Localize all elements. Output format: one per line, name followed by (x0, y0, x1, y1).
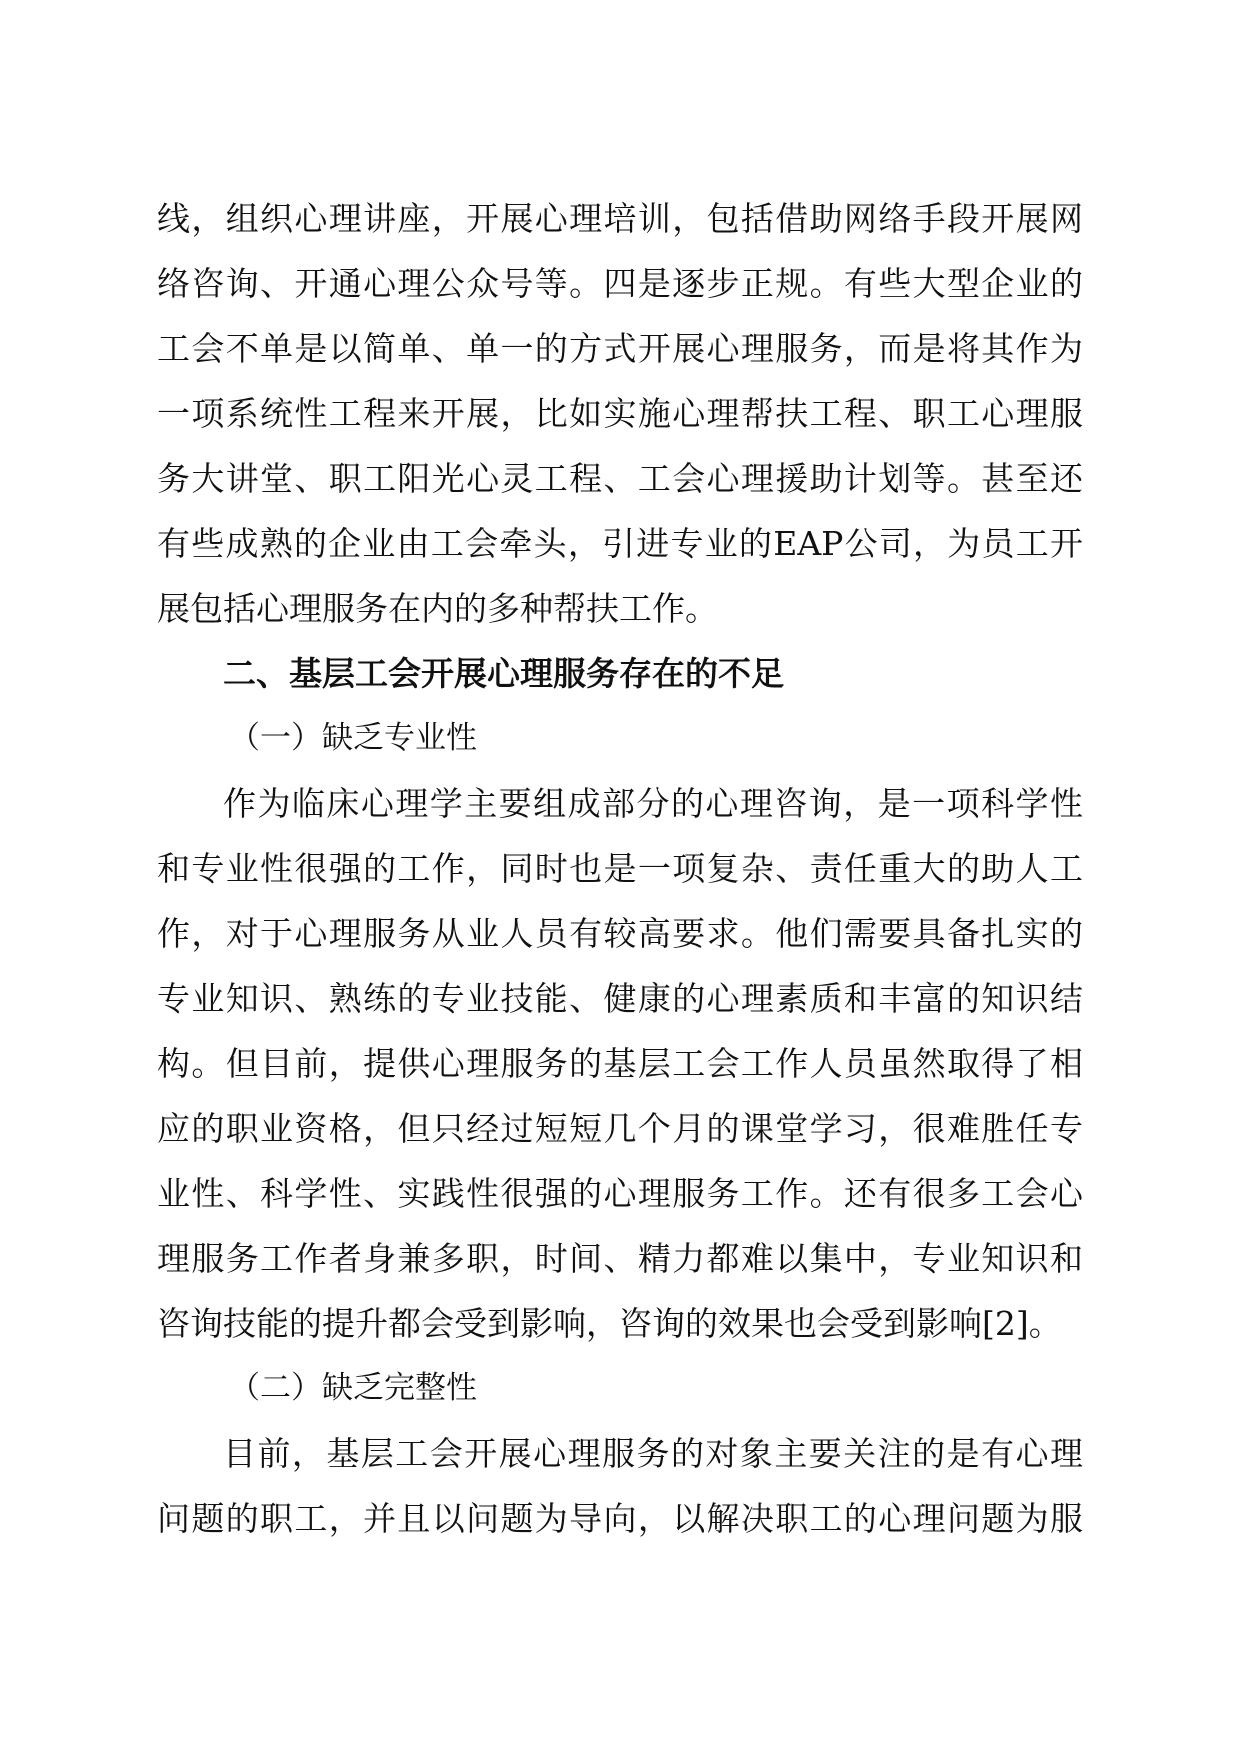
text-line: 展包括心理服务在内的多种帮扶工作。 (157, 589, 718, 628)
text-line: 和专业性很强的工作，同时也是一项复杂、责任重大的助人工 (157, 849, 1083, 888)
text-line: 专业知识、熟练的专业技能、健康的心理素质和丰富的知识结 (157, 979, 1083, 1018)
text-line: 工会不单是以简单、单一的方式开展心理服务，而是将其作为 (157, 329, 1083, 368)
text-line: 一项系统性工程来开展，比如实施心理帮扶工程、职工心理服 (157, 394, 1083, 433)
text-line: 应的职业资格，但只经过短短几个月的课堂学习，很难胜任专 (157, 1109, 1083, 1148)
text-line: 有些成熟的企业由工会牵头，引进专业的EAP公司，为员工开 (157, 524, 1083, 563)
paragraph-continued (157, 186, 1083, 641)
text-line: 咨询技能的提升都会受到影响，咨询的效果也会受到影响[2]。 (157, 1304, 1062, 1343)
paragraph (157, 1421, 1083, 1551)
sub-heading: （一）缺乏专业性 (229, 720, 477, 756)
text-line: 理服务工作者身兼多职，时间、精力都难以集中，专业知识和 (157, 1239, 1083, 1278)
text-line: 目前，基层工会开展心理服务的对象主要关注的是有心理 (223, 1434, 1083, 1473)
paragraph (157, 771, 1083, 1356)
section-heading: 二、基层工会开展心理服务存在的不足 (223, 654, 784, 693)
document-body (157, 186, 1083, 1551)
text-line: 务大讲堂、职工阳光心灵工程、工会心理援助计划等。甚至还 (157, 459, 1083, 498)
text-line: 构。但目前，提供心理服务的基层工会工作人员虽然取得了相 (157, 1044, 1083, 1083)
text-line: 问题的职工，并且以问题为导向，以解决职工的心理问题为服 (157, 1499, 1083, 1538)
sub-heading: （二）缺乏完整性 (229, 1370, 477, 1406)
text-line: 作，对于心理服务从业人员有较高要求。他们需要具备扎实的 (157, 914, 1083, 953)
text-line: 业性、科学性、实践性很强的心理服务工作。还有很多工会心 (157, 1174, 1083, 1213)
text-line: 线，组织心理讲座，开展心理培训，包括借助网络手段开展网 (157, 199, 1083, 238)
text-line: 作为临床心理学主要组成部分的心理咨询，是一项科学性 (223, 784, 1083, 823)
text-line: 络咨询、开通心理公众号等。四是逐步正规。有些大型企业的 (157, 264, 1083, 303)
